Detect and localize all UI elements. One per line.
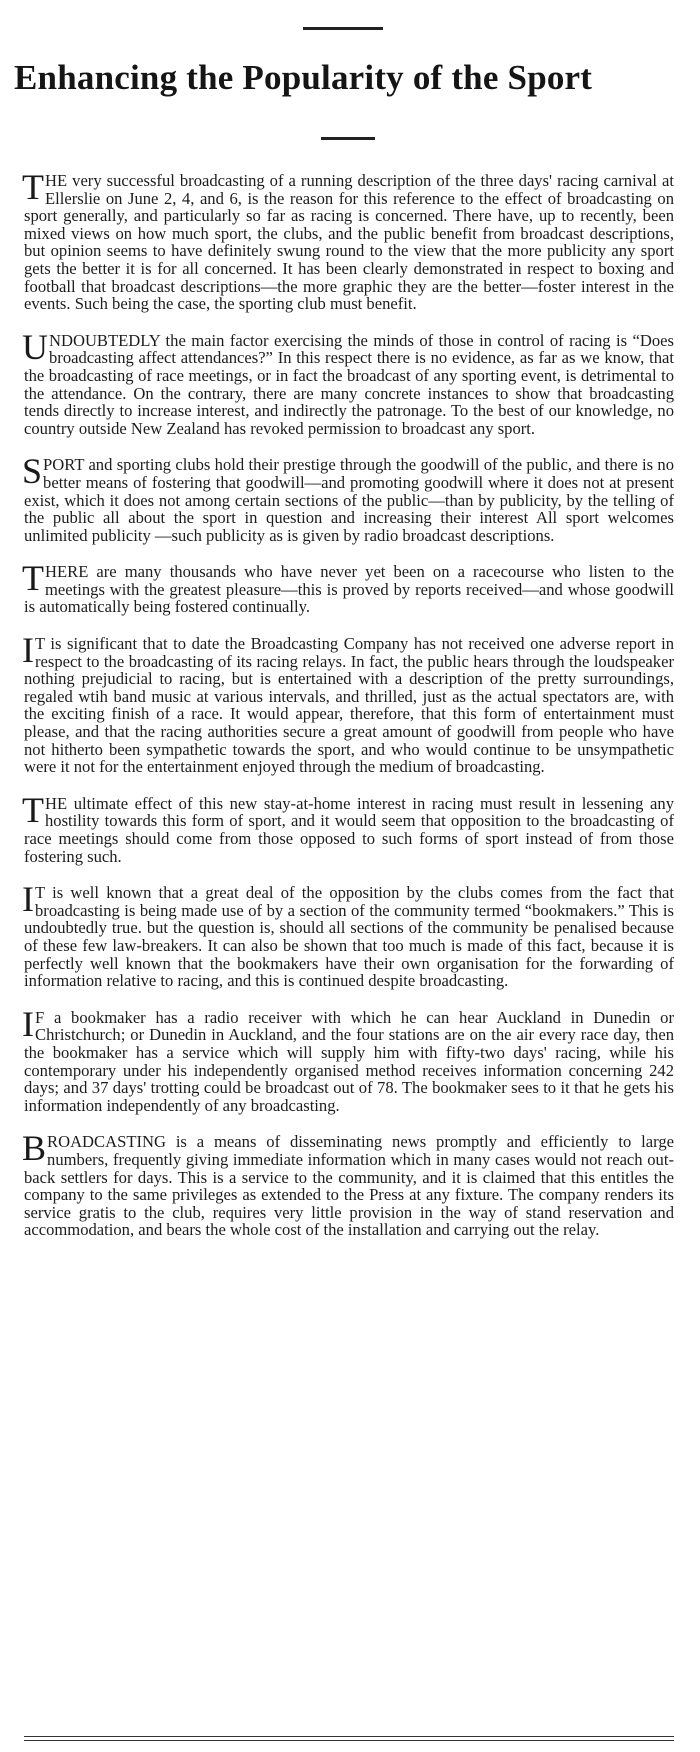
top-divider-rule	[303, 27, 383, 30]
paragraph-text: T is significant that to date the Broadcasting Company has not received one adverse report in respect to the broadcasting of its racing relays. In fact, the public hears through the loudspeaker nothing prejudicial to racing, but is entertained with a description of the pretty surroundings, regaled wtih band music at various intervals, and thrilled, just as the actual spectators are, with the exciting finish of a race. It would appear, therefore, that this form of entertainment must please, and that the racing authorities secure a great amount of goodwill from people who have not hitherto been sympathetic towards the sport, and who would continue to be unsympathetic were it not for the entertainment enjoyed through the medium of broadcasting.	[24, 634, 674, 777]
paragraph-text: ROADCASTING is a means of disseminating news promptly and efficiently to large numbers, frequently giving immediate information which in many cases would not reach out-back settlers for days. This is a service to the community, and it is claimed that this entitles the company to the same privileges as extended to the Press at any fixture. The company renders its service gratis to the club, requires very little provision in the way of stand reservation and accommodation, and bears the whole cost of the installation and carrying out the relay.	[24, 1132, 674, 1240]
drop-cap: I	[22, 630, 34, 671]
article-paragraph	[22, 630, 674, 777]
paragraph-text: NDOUBTEDLY the main factor exercising the minds of those in control of racing is “Does broadcasting affect attendances?” In this respect there is no evidence, as far as we know, that the broadcasting of race meetings, or in fact the broadcast of any sporting event, is detrimental to the attendance. On the contrary, there are many concrete instances to show that broadcasting tends directly to increase interest, and indirectly the patronage. To the best of our knowledge, no country outside New Zealand has revoked permission to broadcast any sport.	[24, 330, 674, 438]
article-paragraph	[22, 558, 674, 617]
drop-cap: T	[22, 558, 44, 599]
article-paragraph	[22, 167, 674, 314]
article-paragraph	[22, 789, 674, 866]
drop-cap: U	[22, 326, 48, 367]
paragraph-text: HE very successful broadcasting of a running description of the three days' racing carnival at Ellerslie on June 2, 4, and 6, is the reason for this reference to the effect of broadcasting on sport generally, and particularly so far as racing is concerned. There have, up to recently, been mixed views on how much sport, the clubs, and the public benefit from broadcast descriptions, but opinion seems to have definitely swung round to the view that the more publicity any sport gets the better it is for all concerned. It has been clearly demonstrated in respect to boxing and football that broadcast descriptions—the more graphic they are the better—foster interest in the events. Such being the case, the sporting club must benefit.	[24, 171, 674, 314]
drop-cap: I	[22, 1003, 34, 1044]
article-body	[22, 167, 674, 1258]
paragraph-text: T is well known that a great deal of the opposition by the clubs comes from the fact that broadcasting is being made use of by a section of the community termed “bookmakers.” This is undoubtedly true. but the question is, should all sections of the community be penalised because of these few law-breakers. It can also be shown that too much is made of this fact, because it is perfectly well known that the bookmakers have their own organisation for the forwarding of information relative to racing, and this is continued despite broadcasting.	[24, 883, 674, 991]
article-paragraph	[22, 451, 674, 545]
drop-cap: T	[22, 789, 44, 830]
paragraph-text: PORT and sporting clubs hold their prestige through the goodwill of the public, and there is no better means of fostering that goodwill—and promoting goodwill where it does not at present exist, which it does not among certain sections of the public—than by publicity, by the telling of the public all about the sport in question and increasing their interest All sport welcomes unlimited publicity —such publicity as is given by radio broadcast descriptions.	[24, 455, 674, 545]
title-divider-rule	[321, 137, 375, 140]
drop-cap: S	[22, 451, 43, 492]
article-paragraph	[22, 326, 674, 438]
paragraph-text: HERE are many thousands who have never yet been on a racecourse who listen to the meetings with the greatest pleasure—this is proved by reports received—and whose goodwill is automatically being fostered continually.	[24, 562, 674, 617]
article-paragraph	[22, 1003, 674, 1115]
article-paragraph	[22, 879, 674, 991]
drop-cap: I	[22, 879, 34, 920]
bottom-divider-rule	[24, 1736, 674, 1737]
paragraph-text: F a bookmaker has a radio receiver with which he can hear Auckland in Dunedin or Christchurch; or Dunedin in Auckland, and the four stations are on the air every race day, then the bookmaker has a service which will supply him with fifty-two days' racing, while his contemporary under his independently organised method receives information concerning 242 days; and 37 days' trotting could be broadcast out of 78. The bookmaker sees to it that he gets his information independently of any broadcasting.	[24, 1007, 674, 1115]
paragraph-text: HE ultimate effect of this new stay-at-home interest in racing must result in lessening any hostility towards this form of sport, and it would seem that opposition to the broadcasting of race meetings should come from those opposed to such forms of sport instead of from those fostering such.	[24, 793, 674, 866]
drop-cap: T	[22, 167, 44, 207]
article-paragraph	[22, 1128, 674, 1240]
drop-cap: B	[22, 1128, 47, 1169]
article-title: Enhancing the Popularity of the Sport	[14, 58, 593, 97]
